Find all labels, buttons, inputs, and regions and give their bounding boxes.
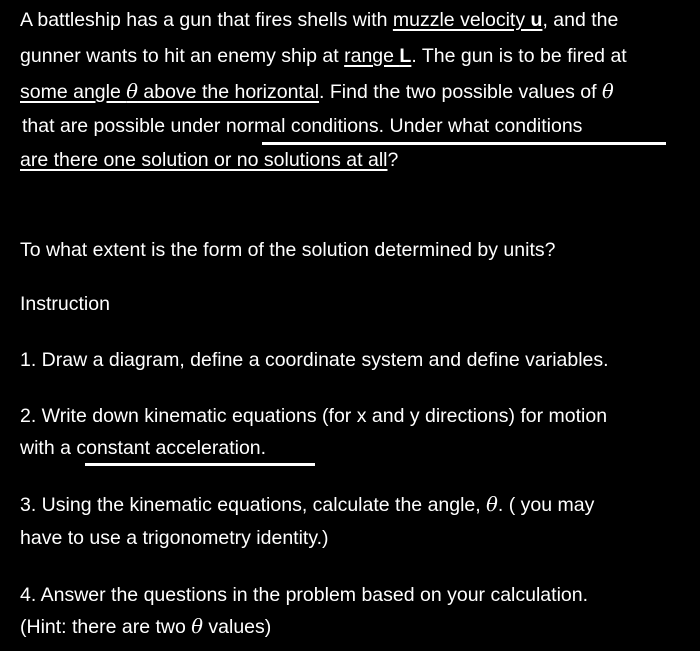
step-4-line-2 bbox=[20, 615, 271, 639]
text: A battleship has a gun that fires shells with bbox=[20, 9, 393, 31]
text: (Hint: there are two bbox=[20, 616, 192, 638]
symbol-theta: θ bbox=[126, 80, 138, 103]
text: . Find the two possible values of bbox=[319, 81, 602, 103]
problem-line-3 bbox=[20, 80, 614, 104]
underline-rule bbox=[85, 463, 315, 466]
text: with a bbox=[20, 437, 77, 459]
conditions-underlined bbox=[20, 149, 387, 171]
text: above the horizontal bbox=[137, 81, 320, 103]
text: gunner wants to hit an enemy ship at bbox=[20, 45, 345, 67]
text: some angle bbox=[20, 81, 127, 103]
problem-line-2 bbox=[20, 44, 627, 68]
symbol-u: u bbox=[530, 9, 543, 31]
text: are there one solution or no solutions at all bbox=[20, 149, 388, 171]
text: ? bbox=[387, 149, 399, 171]
muzzle-velocity-underlined bbox=[393, 9, 543, 31]
problem-line-4 bbox=[22, 114, 582, 138]
range-underlined bbox=[344, 45, 411, 67]
text: . ( you may bbox=[497, 494, 595, 516]
step-3-line-2: have to use a trigonometry identity.) bbox=[20, 527, 329, 549]
symbol-L: L bbox=[399, 45, 412, 67]
text: . The gun is to be fired at bbox=[411, 45, 627, 67]
step-1: 1. Draw a diagram, define a coordinate system and define variables. bbox=[20, 349, 609, 371]
underline-rule bbox=[262, 142, 666, 145]
units-question: To what extent is the form of the solution determined by units? bbox=[20, 239, 556, 261]
symbol-theta: θ bbox=[191, 615, 203, 638]
text: range bbox=[344, 45, 400, 67]
symbol-theta: θ bbox=[486, 493, 498, 516]
normal-conditions-text: normal conditions bbox=[225, 115, 379, 137]
text: 3. Using the kinematic equations, calculate the angle, bbox=[20, 494, 487, 516]
text: , and the bbox=[542, 9, 619, 31]
text: . Under what conditions bbox=[378, 115, 583, 137]
constant-acceleration-text: constant acceleration. bbox=[76, 437, 267, 459]
problem-line-5 bbox=[20, 148, 398, 172]
text: that are possible under bbox=[22, 115, 226, 137]
problem-line-1 bbox=[20, 8, 618, 32]
step-2-line-1: 2. Write down kinematic equations (for x and y directions) for motion bbox=[20, 405, 608, 427]
text: values) bbox=[202, 616, 272, 638]
instruction-heading: Instruction bbox=[20, 293, 110, 315]
angle-underlined bbox=[20, 81, 319, 103]
step-3-line-1 bbox=[20, 493, 594, 517]
step-4-line-1: 4. Answer the questions in the problem based on your calculation. bbox=[20, 584, 589, 606]
text: muzzle velocity bbox=[392, 9, 531, 31]
symbol-theta: θ bbox=[601, 80, 614, 103]
step-2-line-2 bbox=[20, 436, 266, 460]
